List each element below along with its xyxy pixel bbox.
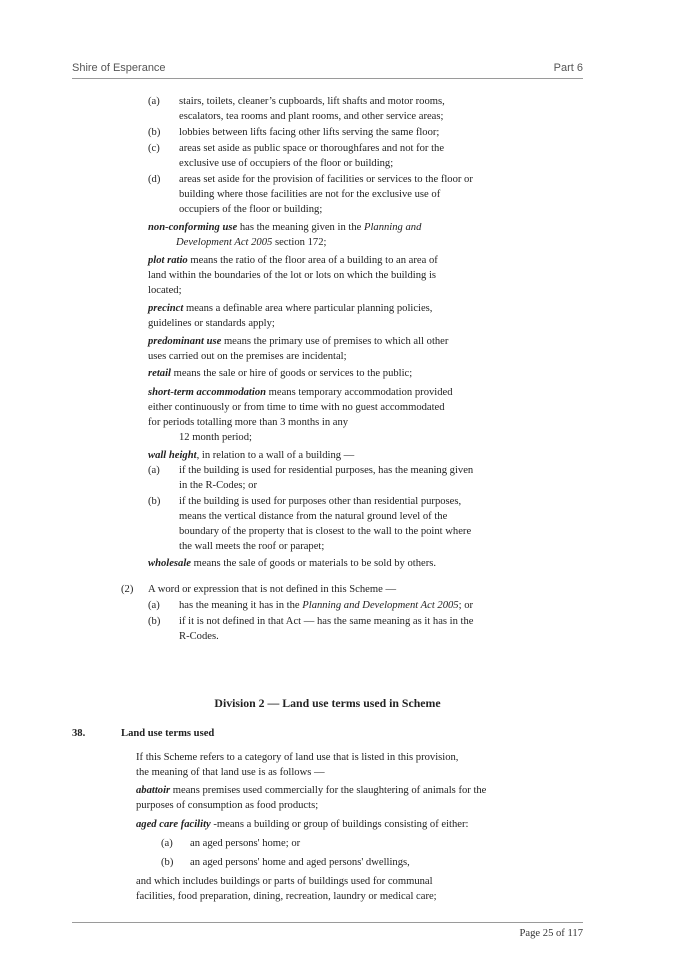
act-reference: Development Act 2005 [176, 237, 273, 248]
definition-continuation [176, 235, 326, 250]
list-item-text: boundary of the property that is closest to the wall to the point where [179, 526, 472, 537]
list-item-label: (a) [148, 600, 160, 611]
subsection-text: A word or expression that is not defined in this Scheme — [148, 584, 397, 595]
definition-text: guidelines or standards apply; [148, 318, 275, 329]
header-divider [72, 78, 583, 79]
defined-term: wholesale [148, 558, 191, 569]
section-intro: the meaning of that land use is as follows — [136, 767, 325, 778]
definition-text: and which includes buildings or parts of buildings used for communal [136, 876, 433, 887]
list-item-label: (a) [148, 96, 160, 107]
list-item-text: if the building is used for purposes other than residential purposes, [179, 496, 462, 507]
definition-precinct [148, 301, 432, 316]
list-item-text: the wall meets the roof or parapet; [179, 541, 325, 552]
definition-text: 12 month period; [179, 432, 252, 443]
list-item-text: escalators, tea rooms and plant rooms, and other service areas; [179, 111, 444, 122]
definition-text: either continuously or from time to time with no guest accommodated [148, 402, 445, 413]
definition-predominant-use [148, 334, 448, 349]
definition-text: means the sale or hire of goods or services to the public; [170, 368, 413, 379]
definition-text: purposes of consumption as food products; [136, 800, 319, 811]
list-item-text: an aged persons' home; or [190, 838, 301, 849]
list-item-label: (b) [148, 616, 161, 627]
definition-non-conforming-use [148, 220, 421, 235]
definition-wholesale [148, 556, 436, 571]
list-item-text: exclusive use of occupiers of the floor or building; [179, 158, 394, 169]
list-item-text [179, 598, 473, 613]
definition-text: means the sale of goods or materials to be sold by others. [190, 558, 437, 569]
act-reference: Planning and Development Act 2005 [302, 600, 459, 611]
defined-term: aged care facility [136, 819, 211, 830]
definition-wall-height [148, 448, 354, 463]
definition-abattoir [136, 783, 486, 798]
list-item-label: (c) [148, 143, 160, 154]
list-item-text: if the building is used for residential purposes, has the meaning given [179, 465, 474, 476]
section-intro: If this Scheme refers to a category of land use that is listed in this provision, [136, 752, 459, 763]
list-item-text: lobbies between lifts facing other lifts serving the same floor; [179, 127, 440, 138]
act-reference: Planning and [364, 222, 422, 233]
list-item-text: if it is not defined in that Act — has the same meaning as it has in the [179, 616, 474, 627]
list-item-label: (a) [148, 465, 160, 476]
list-item-text-part: has the meaning it has in the [179, 600, 303, 611]
list-item-label: (b) [148, 496, 161, 507]
definition-text: means temporary accommodation provided [266, 387, 453, 398]
defined-term: short-term accommodation [148, 387, 267, 398]
defined-term: precinct [148, 303, 184, 314]
footer-divider [72, 922, 583, 923]
header-document-title: Shire of Esperance [72, 62, 166, 74]
subsection-number: (2) [121, 584, 134, 595]
list-item-text: stairs, toilets, cleaner’s cupboards, lift shafts and motor rooms, [179, 96, 445, 107]
defined-term: retail [148, 368, 171, 379]
list-item-text: R-Codes. [179, 631, 219, 642]
list-item-text: building where those facilities are not for the exclusive use of [179, 189, 441, 200]
definition-text: means premises used commercially for the slaughtering of animals for the [170, 785, 487, 796]
defined-term: wall height [148, 450, 197, 461]
definition-text: , in relation to a wall of a building — [196, 450, 355, 461]
definition-text: located; [148, 285, 182, 296]
defined-term: predominant use [148, 336, 222, 347]
definition-text: -means a building or group of buildings consisting of either: [210, 819, 469, 830]
list-item-text: an aged persons' home and aged persons' dwellings, [190, 857, 410, 868]
header-part-label: Part 6 [553, 62, 583, 74]
definition-text: section 172; [272, 237, 327, 248]
list-item-label: (a) [161, 838, 173, 849]
list-item-label: (b) [148, 127, 161, 138]
definition-text: means a definable area where particular planning policies, [183, 303, 433, 314]
definition-short-term-accommodation [148, 385, 453, 400]
definition-text: land within the boundaries of the lot or lots on which the building is [148, 270, 437, 281]
definition-text: uses carried out on the premises are incidental; [148, 351, 347, 362]
definition-aged-care-facility [136, 817, 468, 832]
list-item-label: (d) [148, 174, 161, 185]
page-number: Page 25 of 117 [519, 928, 583, 939]
list-item-label: (b) [161, 857, 174, 868]
definition-text: for periods totalling more than 3 months in any [148, 417, 349, 428]
definition-plot-ratio [148, 253, 438, 268]
definition-text: means the primary use of premises to which all other [221, 336, 449, 347]
section-number: 38. [72, 728, 86, 739]
list-item-text: areas set aside for the provision of facilities or services to the floor or [179, 174, 473, 185]
definition-retail [148, 366, 412, 381]
definition-text: facilities, food preparation, dining, recreation, laundry or medical care; [136, 891, 437, 902]
definition-text: has the meaning given in the [237, 222, 364, 233]
division-heading: Division 2 — Land use terms used in Scheme [214, 696, 441, 710]
list-item-text: means the vertical distance from the natural ground level of the [179, 511, 448, 522]
defined-term: non-conforming use [148, 222, 238, 233]
definition-text: means the ratio of the floor area of a building to an area of [187, 255, 438, 266]
list-item-text: areas set aside as public space or thoroughfares and not for the [179, 143, 445, 154]
list-item-text-part: ; or [458, 600, 474, 611]
defined-term: abattoir [136, 785, 171, 796]
defined-term: plot ratio [148, 255, 188, 266]
list-item-text: in the R-Codes; or [179, 480, 257, 491]
section-heading: Land use terms used [121, 728, 215, 739]
list-item-text: occupiers of the floor or building; [179, 204, 323, 215]
